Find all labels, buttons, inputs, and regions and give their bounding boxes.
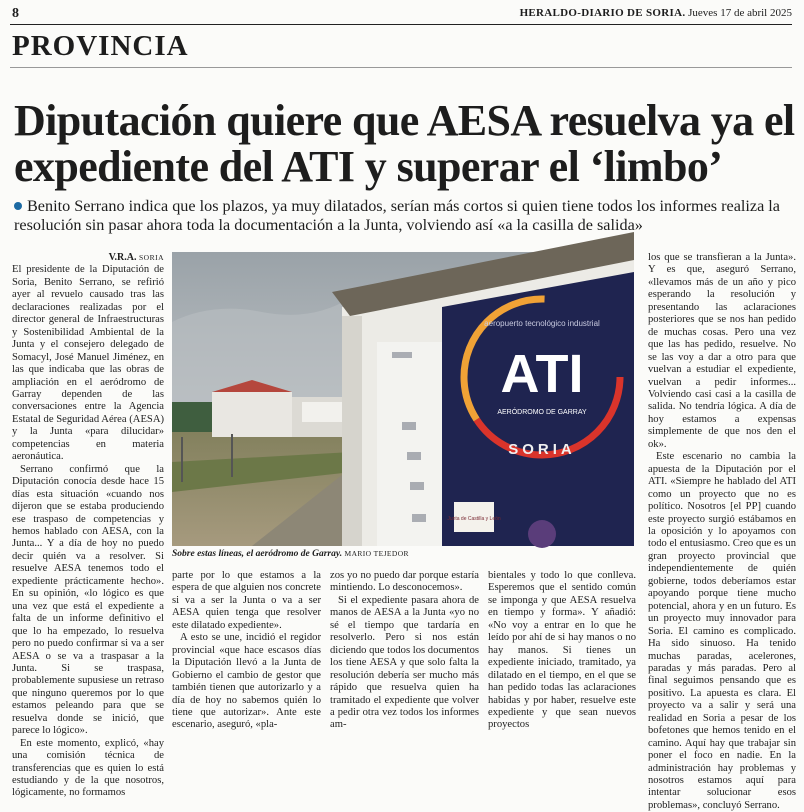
aerodrome-photo	[172, 252, 634, 546]
article-photo	[172, 252, 634, 546]
headline: Diputación quiere que AESA resuelva ya el expediente del ATI y superar el ‘limbo’	[14, 96, 795, 191]
article-column-3	[330, 570, 479, 731]
paragraph: zos yo no puedo dar porque estaría mintiendo. Lo desconocemos».	[330, 570, 479, 594]
article-column-5	[648, 252, 796, 811]
paragraph: Este escenario no cambia la apuesta de la Diputación por el ATI. «Siempre he hablado del ATI como un proyecto que no es político. Nosotros [el PP] cuando este proyecto surgió estábamos en la oposición y lo apoyamos con todo el entusiasmo. Creo que es un gran proyecto provincial que independientemente de quién gobierne, todos deberíamos estar apoyando porque tiene mucho potencial, ahora y en un futuro. Es un proyecto muy innovador para Soria. El camino es complicado. Ha sido sinuoso. Ha tenido muchas paradas, acelerones, paradas y más paradas. Pero al final seguimos pensando que es positivo. La apuesta es clara. El proyecto va a salir y será una realidad en Soria a pesar de los bofetones que hemos tenido en el camino. Aquí hay que trabajar sin poner el foco en nadie. En la administración hay problemas y nosotros estamos aquí para intentar solucionar esos problemas», concluyó Serrano.	[648, 451, 796, 811]
paragraph: Serrano confirmó que la Diputación conocía desde hace 15 días esta situación «cuando nos dijeron que se estaba produciendo ese traspaso de competencias y hemos hablado con AESA, con la Junta... Y a día de hoy no puedo decir quién va a resolver. Si resuelve AESA tenemos todo el expediente prácticamente hecho». En su opinión, «lo lógico es que una vez que está el expediente a falta de un informe definitivo el que lo ha empezado, lo resuelva pero no puedo confirmar si va a ser AESA o se va a traspasar a la Junta. Si se traspasa, probablemente supusiese un retraso que ninguno queremos por lo que estamos peleando para que se resuelva donde se inició, que parece lo lógico».	[12, 463, 164, 737]
page-number: 8	[12, 6, 19, 21]
paragraph: A esto se une, incidió el regidor provincial «que hace escasos días la Diputación llevó a la Junta de Gobierno el cambio de gestor que también tienen que autorizarlo y a día de hoy no sabemos quién lo tiene que autorizar». Ante este escenario, aseguró, «pla-	[172, 632, 321, 731]
issue-date: Jueves 17 de abril 2025	[688, 7, 792, 19]
subheadline	[14, 197, 804, 235]
bullet-icon	[14, 202, 22, 210]
paragraph: parte por lo que estamos a la espera de que alguien nos concrete si va a ser la Junta o va a ser AESA quien tenga que resolver este dilatado expediente».	[172, 570, 321, 631]
paragraph: bientales y todo lo que conlleva. Esperemos que el sentido común se imponga y que AESA resuelva en tiempo y forma». Y añadió: «No voy a entrar en lo que he leído por ahí de si hay manos o no hay manos. Si tienes un expediente iniciado, tramitado, ya dilatado en el tiempo, en el que se han pedido todas las aclaraciones habidas y por haber, resuelve este expediente y que sean nuevos proyectos	[488, 570, 636, 731]
subhead-text: Benito Serrano indica que los plazos, ya muy dilatados, serían más cortos si quien tiene todos los informes realiza la resolución sin pasar ahora toda la documentación a la Junta, volviendo así «a la casilla de salida»	[14, 197, 780, 234]
article-column-1	[12, 252, 164, 799]
paragraph: En este momento, explicó, «hay una comisión técnica de transferencias que es quien lo está estudiando y de la que nosotros, lógicamente, no formamos	[12, 737, 164, 799]
photo-caption	[172, 549, 634, 559]
byline	[12, 252, 164, 264]
article-column-2	[172, 570, 321, 731]
sign-arc-text: aeropuerto tecnológico industrial	[484, 319, 600, 328]
sign-subtitle: AERÓDROMO DE GARRAY	[497, 409, 587, 416]
caption-text: Sobre estas líneas, el aeródromo de Garray.	[172, 549, 343, 559]
photo-credit: MARIO TEJEDOR	[344, 549, 409, 558]
paragraph: Si el expediente pasara ahora de manos de AESA a la Junta «yo no sé el tiempo que tardaría en resolverlo. Pero si nos están diciendo que todos los documentos los tiene AESA y que solo falta la resolución debería ser mucho más rápido que resuelva quien ha tramitado el expediente que volver a pedir otra vez todos los informes am-	[330, 594, 479, 731]
masthead	[520, 7, 792, 19]
section-rule	[10, 67, 792, 68]
byline-author: V.R.A.	[108, 252, 137, 263]
sign-city: SORIA	[508, 441, 576, 458]
sign-plaque: Junta de Castilla y León	[447, 516, 501, 522]
article-column-4	[488, 570, 636, 731]
paragraph: los que se transfieran a la Junta». Y es que, aseguró Serrano, «llevamos más de un año y pico esperando la resolución y presentando las aclaraciones posteriores que se nos han pedido de muchas cosas. Pero una vez que las has pedido, resuelve. No se las voy a dar a otro para que vuelvan a estudiar el expediente, vuelvan a pedir informes... Volviendo casi casi a la casilla de salida. No tendría lógica. A día de hoy estamos a expensas simplemente de que nos den el ok».	[648, 252, 796, 450]
section-title: PROVINCIA	[12, 30, 189, 62]
sign-logo: ATI	[500, 344, 584, 404]
byline-place: SORIA	[138, 253, 164, 262]
top-rule	[10, 24, 792, 25]
newspaper-name: HERALDO-DIARIO DE SORIA.	[519, 7, 686, 19]
paragraph: El presidente de la Diputación de Soria, Benito Serrano, se refirió ayer al revuelo causado tras las declaraciones realizadas por el director general de Infraestructuras y Sostenibilidad Ambiental de la Junta y el consejero delegado de Somacyl, José Manuel Jiménez, en las que indicaba que las obras de ampliación en el aeródromo de Garray dependen de las conversaciones entre la Agencia Estatal de Seguridad Aérea (AESA) y la Junta «para dilucidar» competencias en materia aeronáutica.	[12, 264, 164, 463]
